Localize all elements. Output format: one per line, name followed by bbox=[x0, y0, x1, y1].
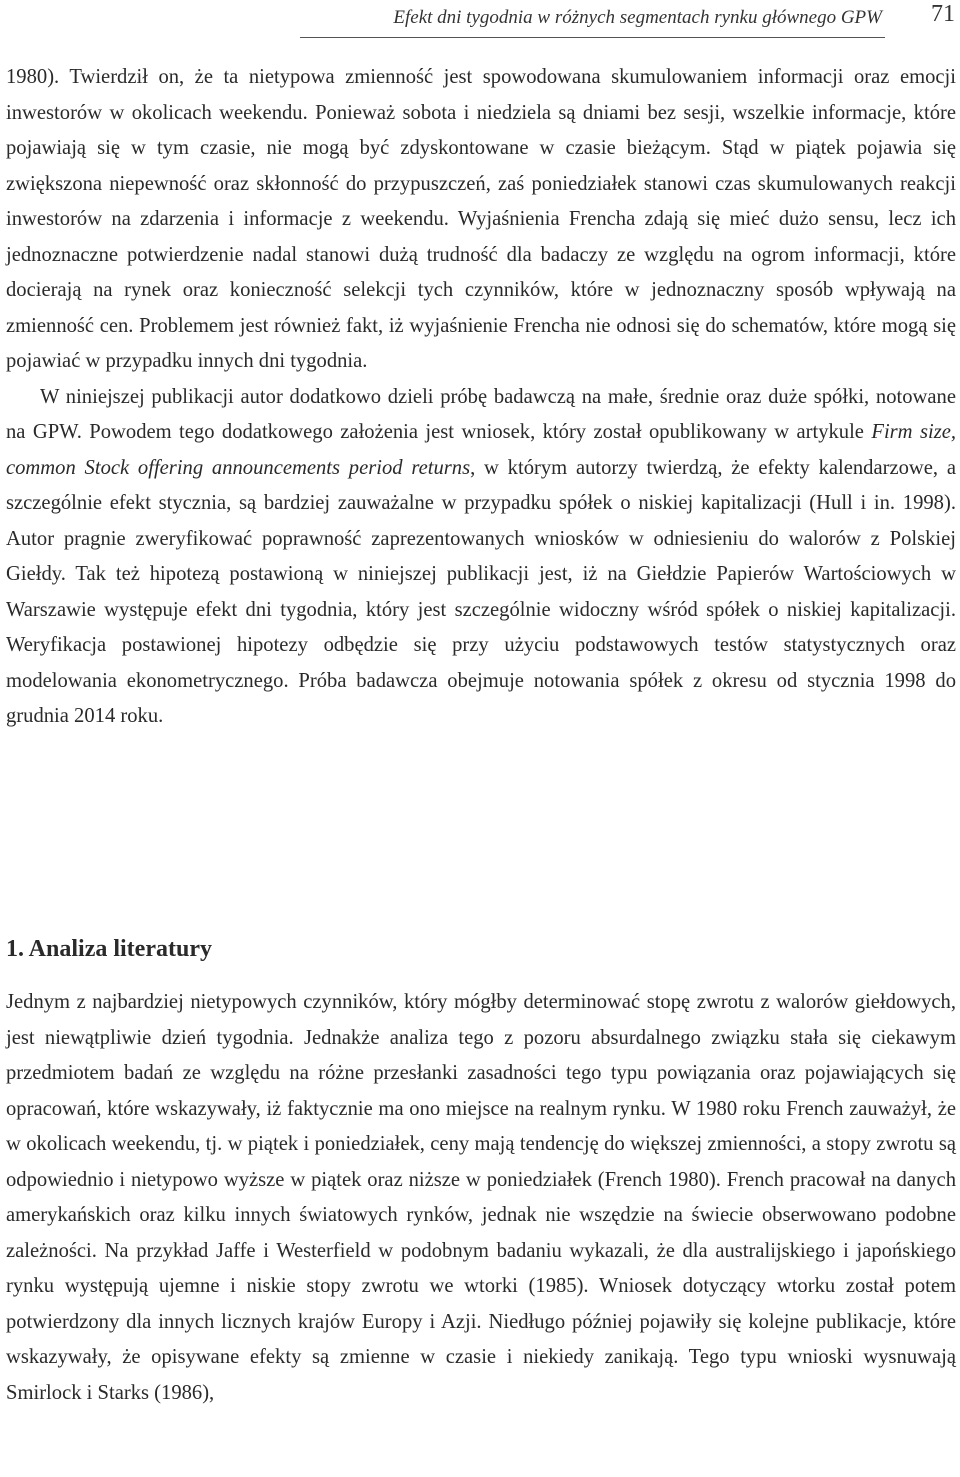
header-rule bbox=[300, 37, 885, 38]
page-number: 71 bbox=[931, 1, 955, 27]
cited-article-title: Firm size, common Stock offering announcements period returns bbox=[6, 421, 956, 479]
body-text-top bbox=[6, 60, 956, 735]
paragraph-sample-description bbox=[6, 380, 956, 735]
paragraph-text-part: W niniejszej publikacji autor dodatkowo dzieli próbę badawczą na małe, średnie oraz duże spółki, notowane na GPW. Powodem tego dodatkowego założenia jest wniosek, który został opublikowany w artykule bbox=[6, 385, 956, 443]
running-title: Efekt dni tygodnia w różnych segmentach rynku głównego GPW bbox=[393, 7, 882, 28]
section-heading: 1. Analiza literatury bbox=[6, 936, 212, 962]
body-text-section bbox=[6, 985, 956, 1411]
paragraph-continuation: 1980). Twierdził on, że ta nietypowa zmienność jest spowodowana skumulowaniem informacji oraz emocji inwestorów w okolicach weekendu. Ponieważ sobota i niedziela są dniami bez sesji, wszelkie informacje, które pojawiają się w tym czasie, nie mogą być zdyskontowane w czasie bieżącym. Stąd w piątek pojawia się zwiększona niepewność oraz skłonność do przypuszczeń, zaś poniedziałek stanowi czas skumulowanych reakcji inwestorów na zdarzenia i informacje z weekendu. Wyjaśnienia Frencha zdają się mieć dużo sensu, lecz ich jednoznaczne potwierdzenie nadal stanowi dużą trudność dla badaczy ze względu na ogrom informacji, które docierają na rynek oraz konieczność selekcji tych czynników, które w jednoznaczny sposób wpływają na zmienność cen. Problemem jest również fakt, iż wyjaśnienie Frencha nie odnosi się do schematów, które mogą się pojawiać w przypadku innych dni tygodnia. bbox=[6, 66, 956, 372]
paragraph-text-part: , w którym autorzy twierdzą, że efekty kalendarzowe, a szczególnie efekt stycznia, są bardziej zauważalne w przypadku spółek o niskiej kapitalizacji (Hull i in. 1998). Autor pragnie zweryfikować poprawność zaprezentowanych wniosków w odniesieniu do walorów z Polskiej Giełdy. Tak też hipotezą postawioną w niniejszej publikacji jest, iż na Giełdzie Papierów Wartościowych w Warszawie występuje efekt dni tygodnia, który jest szczególnie widoczny wśród spółek o niskiej kapitalizacji. Weryfikacja postawionej hipotezy odbędzie się przy użyciu podstawowych testów statystycznych oraz modelowania ekonometrycznego. Próba badawcza obejmuje notowania spółek z okresu od stycznia 1998 do grudnia 2014 roku. bbox=[6, 456, 956, 727]
running-header bbox=[0, 0, 960, 40]
paragraph-literature-review: Jednym z najbardziej nietypowych czynników, który mógłby determinować stopę zwrotu z walorów giełdowych, jest niewątpliwie dzień tygodnia. Jednakże analiza tego z pozoru absurdalnego związku stała się ciekawym przedmiotem badań ze względu na różne przesłanki zasadności tego typu powiązania oraz pojawiających się opracowań, które wskazywały, iż faktycznie ma ono miejsce na realnym rynku. W 1980 roku French zauważył, że w okolicach weekendu, tj. w piątek i poniedziałek, ceny mają tendencję do większej zmienności, a stopy zwrotu są odpowiednio i nietypowo wyższe w piątek oraz niższe w poniedziałek (French 1980). French pracował na danych amerykańskich oraz kilku innych światowych rynków, jednak nie wszędzie na świecie obserwowano podobne zależności. Na przykład Jaffe i Westerfield w podobnym badaniu wykazali, że dla australijskiego i japońskiego rynku występują ujemne i niskie stopy zwrotu we wtorki (1985). Wniosek dotyczący wtorku został potem potwierdzony dla innych licznych krajów Europy i Azji. Niedługo później pojawiły się kolejne publikacje, które wskazywały, że opisywane efekty są zmienne w czasie i niekiedy zanikają. Tego typu wnioski wysnuwają Smirlock i Starks (1986), bbox=[6, 991, 956, 1404]
